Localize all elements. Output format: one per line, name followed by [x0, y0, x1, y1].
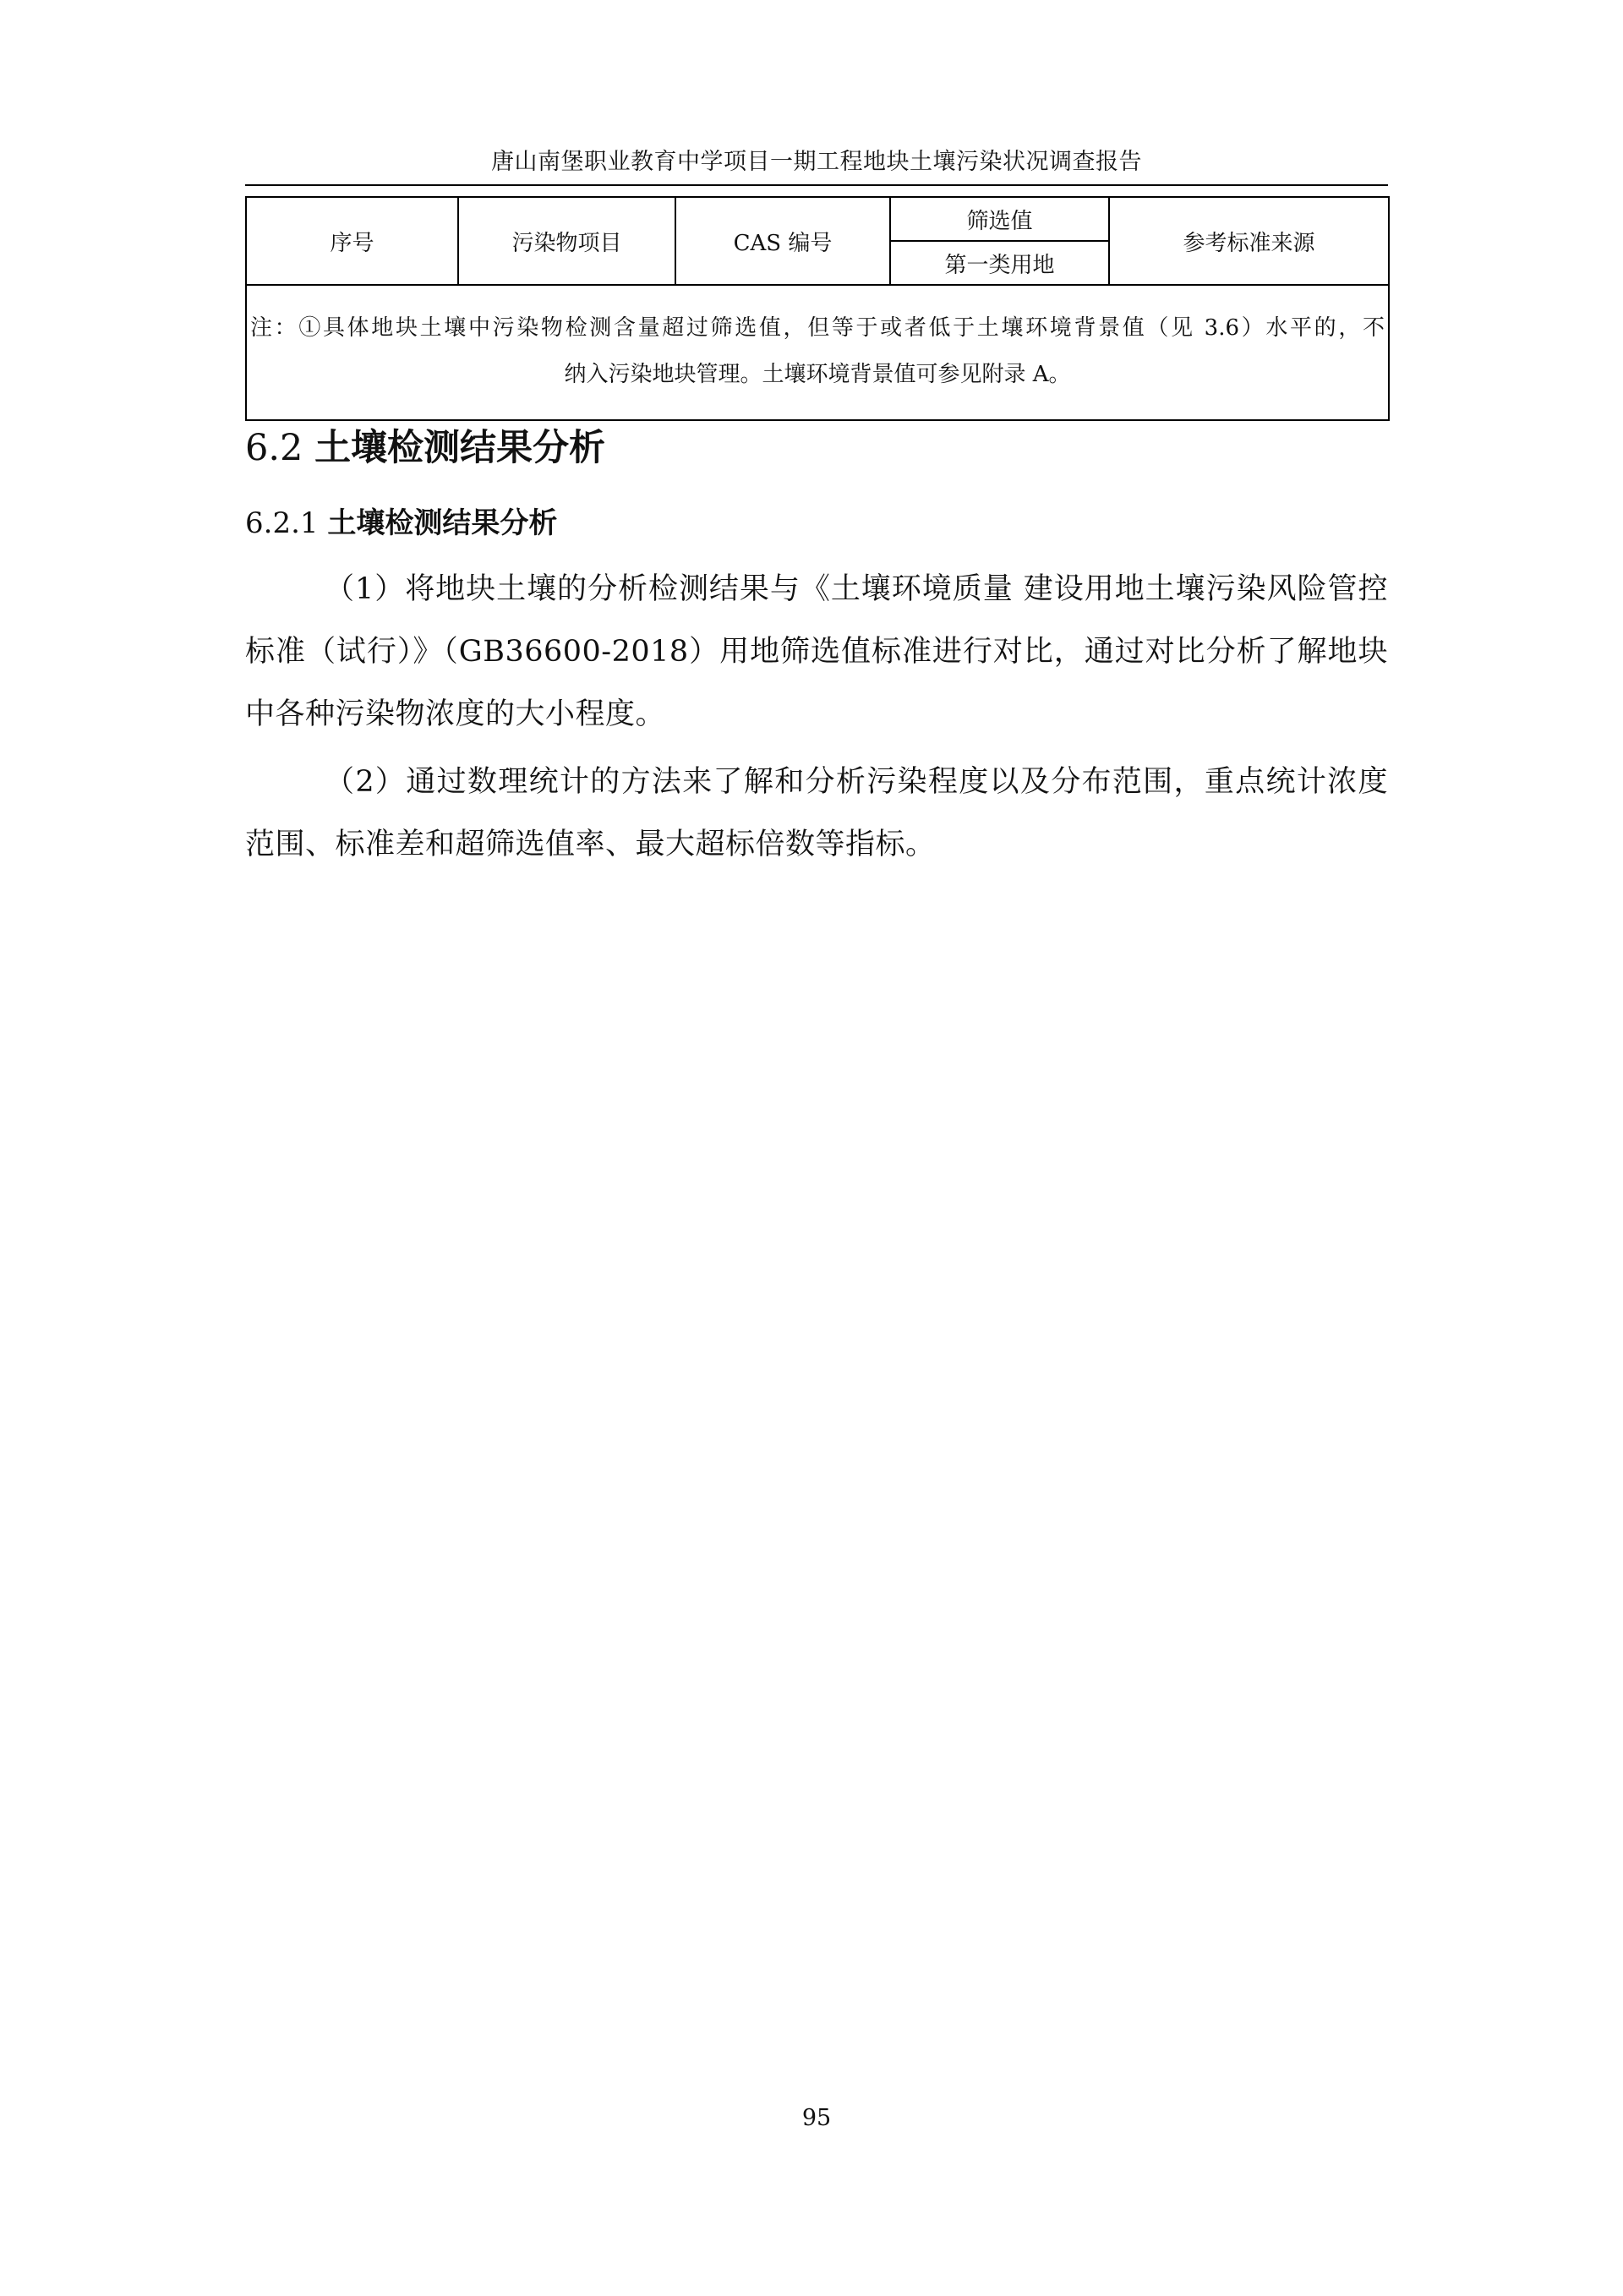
subsection-number: 6.2.1: [245, 506, 319, 540]
table-note-line-2: 纳入污染地块管理。土壤环境背景值可参见附录 A。: [564, 362, 1071, 387]
col-header-screening-value: 筛选值: [890, 197, 1109, 241]
col-header-pollutant: 污染物项目: [458, 197, 675, 285]
body-paragraph-1: （1）将地块土壤的分析检测结果与《土壤环境质量 建设用地土壤污染风险管控标准（试行）》（GB36600-2018）用地筛选值标准进行对比，通过对比分析了解地块中各种污染物浓度的大小程度。: [245, 572, 1388, 731]
standards-table: [245, 196, 1390, 421]
subsection-heading: [245, 502, 1388, 544]
table-note-line-1: 注：①具体地块土壤中污染物检测含量超过筛选值，但等于或者低于土壤环境背景值（见 3.6）水平的，不: [250, 315, 1385, 341]
col-header-cas: CAS 编号: [675, 197, 890, 285]
running-header: 唐山南堡职业教育中学项目一期工程地块土壤污染状况调查报告: [491, 149, 1142, 175]
table-note: [246, 285, 1389, 420]
section-heading: [245, 421, 1388, 475]
table-note-row: [246, 285, 1389, 420]
col-header-source: 参考标准来源: [1109, 197, 1389, 285]
section-title: 土壤检测结果分析: [314, 427, 606, 469]
header-rule: [245, 184, 1388, 186]
page-number: 95: [801, 2105, 832, 2131]
subsection-title: 土壤检测结果分析: [327, 506, 558, 540]
col-header-land-class: 第一类用地: [890, 241, 1109, 285]
col-header-index: 序号: [246, 197, 458, 285]
table-header-row: [246, 197, 1389, 241]
body-paragraph-2: （2）通过数理统计的方法来了解和分析污染程度以及分布范围，重点统计浓度范围、标准差和超筛选值率、最大超标倍数等指标。: [245, 765, 1388, 861]
section-number: 6.2: [245, 427, 303, 469]
